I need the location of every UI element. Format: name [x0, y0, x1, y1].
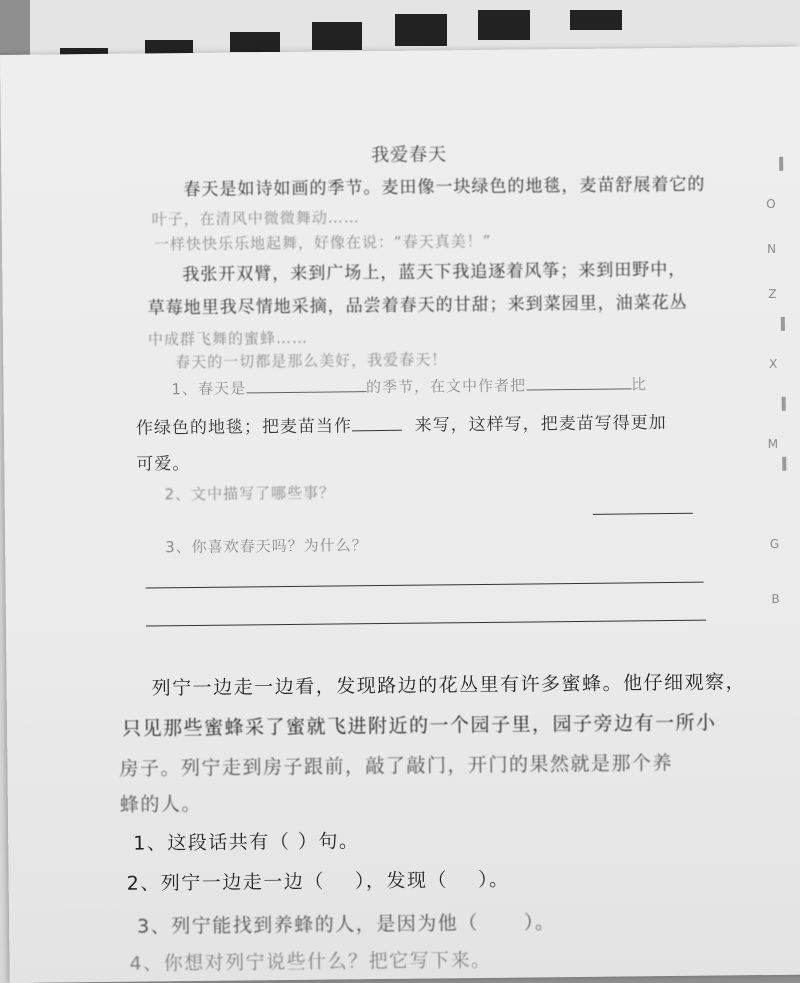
passage1-line-1: 春天是如诗如画的季节。麦田像一块绿色的地毯，麦苗舒展着它的 [183, 174, 706, 201]
passage2-line-3: 房子。列宁走到房子跟前，敲了敲门，开门的果然就是那个养 [119, 751, 674, 780]
worksheet-page [0, 47, 800, 983]
margin-marks: O N Z X M G B [743, 157, 788, 657]
blank-3[interactable] [352, 416, 402, 432]
passage1-line-6: 中成群飞舞的蜜蜂…… [147, 328, 309, 349]
answer-line-q3-1[interactable] [146, 582, 704, 589]
answer-line-q3-2[interactable] [146, 620, 706, 627]
passage1-line-7: 春天的一切都是那么美好，我爱春天！ [175, 350, 448, 372]
passage2-line-4: 蜂的人。 [119, 792, 202, 816]
question2-1: 1、这段话共有（ ）句。 [133, 830, 360, 855]
passage1-line-5: 草莓地里我尽情地采摘，品尝着春天的甘甜；来到菜园里，油菜花丛 [147, 292, 688, 319]
passage1-line-4: 我张开双臂，来到广场上，蓝天下我追逐着风筝；来到田野中， [182, 259, 687, 286]
blank-2[interactable] [526, 374, 631, 390]
blank-1[interactable] [246, 377, 366, 393]
passage2-line-2: 只见那些蜜蜂采了蜜就飞进附近的一个园子里，园子旁边有一所小 [121, 711, 717, 740]
question1-line3: 可爱。 [136, 454, 191, 475]
answer-line-q2[interactable] [593, 513, 693, 515]
passage2-line-1: 列宁一边走一边看，发现路边的花丛里有许多蜜蜂。他仔细观察， [151, 671, 747, 700]
question2-4: 4、你想对列宁说些什么？把它写下来。 [129, 948, 492, 975]
passage-title: 我爱春天 [370, 144, 448, 167]
question2: 2、文中描写了哪些事？ [164, 483, 336, 504]
question3: 3、你喜欢春天吗？为什么？ [165, 536, 368, 557]
question2-3: 3、列宁能找到养蜂的人，是因为他（ ）。 [137, 911, 556, 938]
passage1-line-2: 叶子，在清风中微微舞动…… [151, 208, 360, 229]
question1-line2: 作绿色的地毯；把麦苗当作 来写，这样写，把麦苗写得更加 [135, 413, 667, 439]
question1-line1: 1、春天是 的季节，在文中作者把 比 [171, 375, 648, 399]
question2-2: 2、列宁一边走一边（ ），发现（ ）。 [126, 868, 510, 895]
passage1-line-3: 一样快快乐乐地起舞，好像在说：“春天真美！” [153, 231, 492, 254]
